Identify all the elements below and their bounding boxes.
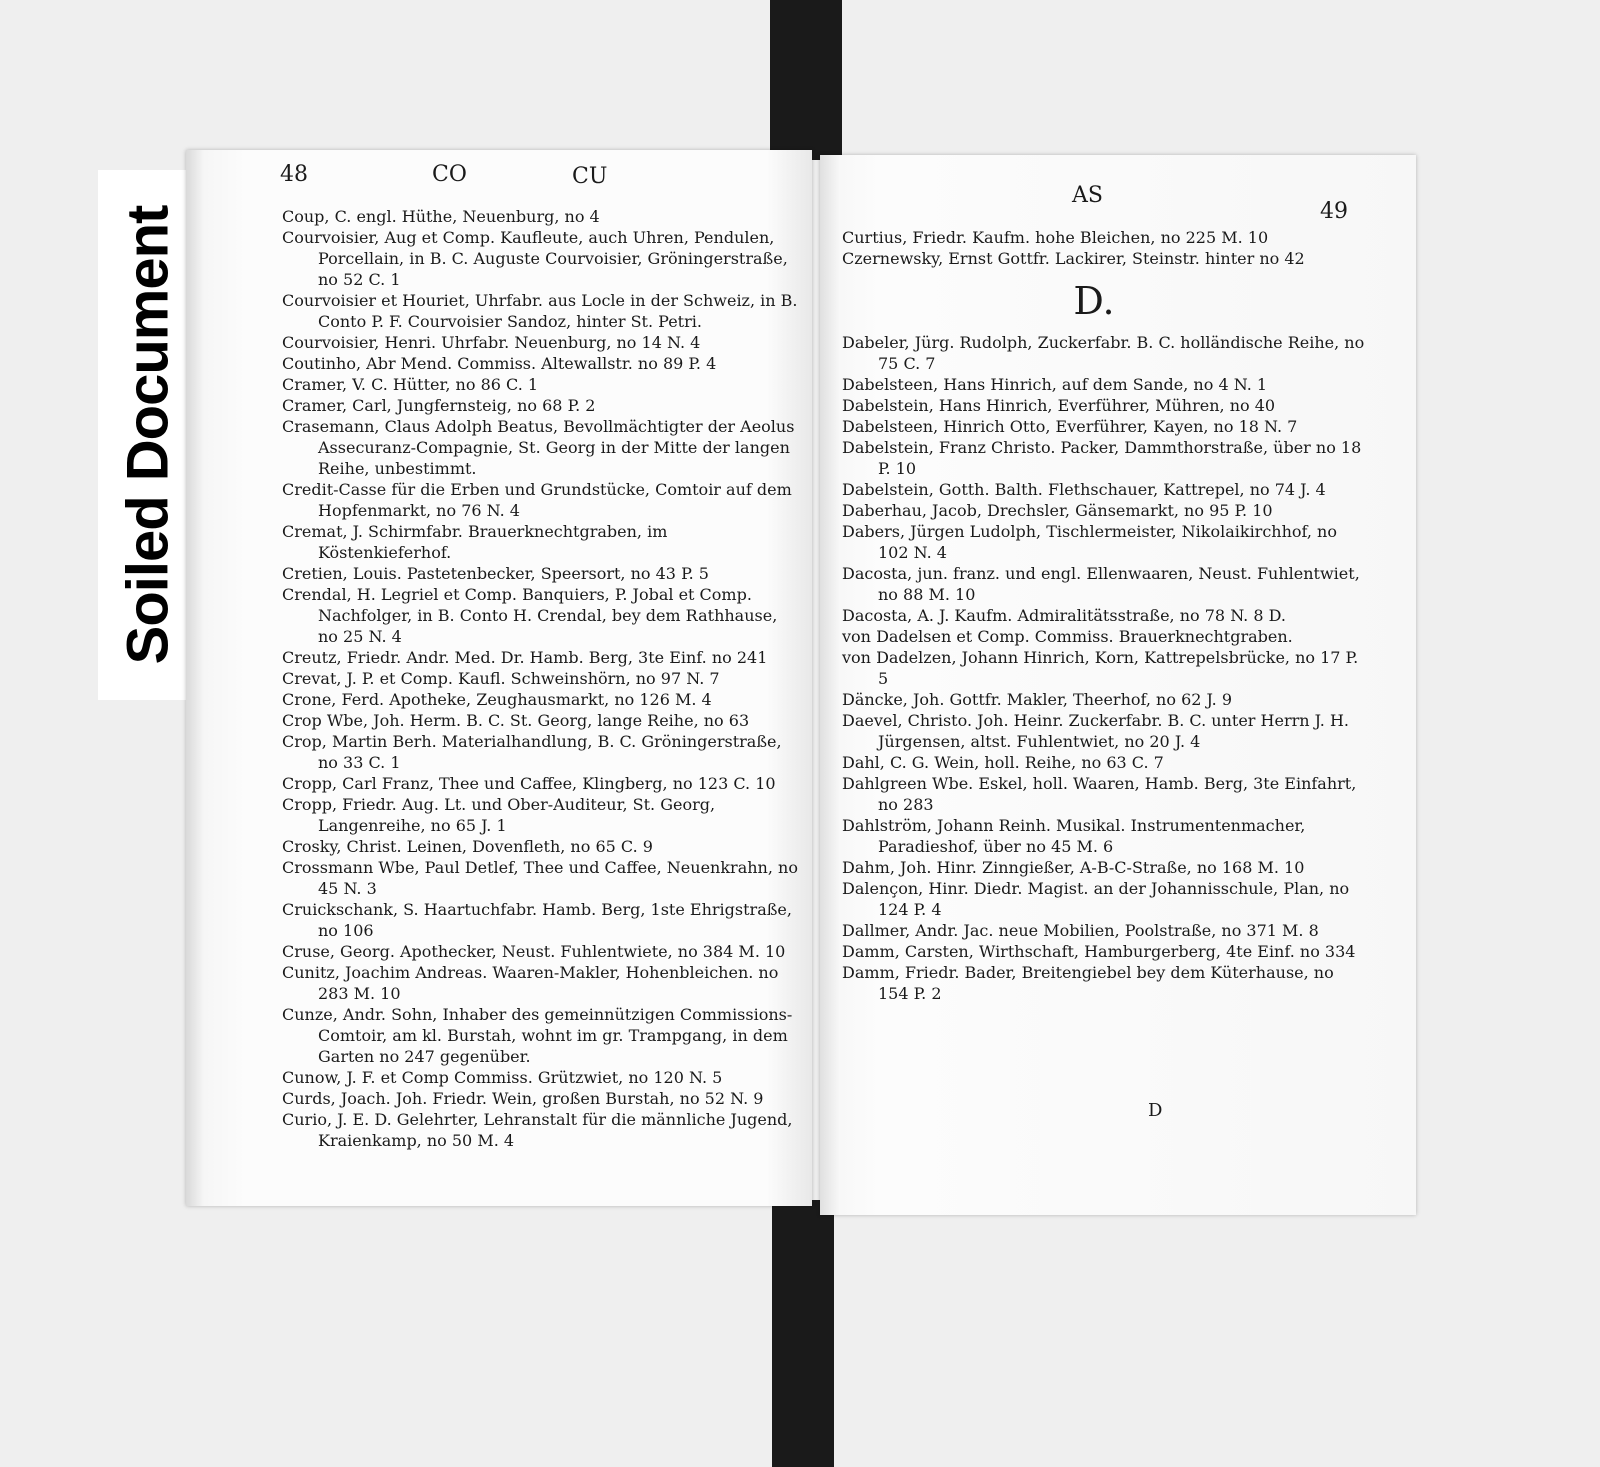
directory-entry: Cropp, Carl Franz, Thee und Caffee, Klingberg, no 123 C. 10 (282, 774, 776, 793)
left-header-co: CO (432, 162, 467, 187)
directory-entry: Czernewsky, Ernst Gottfr. Lackirer, Steinstr. hinter no 42 (842, 249, 1305, 268)
directory-entry: Dabelstein, Gotth. Balth. Flethschauer, Kattrepel, no 74 J. 4 (842, 480, 1326, 499)
directory-entry: von Dadelsen et Comp. Commiss. Brauerknechtgraben. (842, 627, 1293, 646)
directory-entry: Cropp, Friedr. Aug. Lt. und Ober-Auditeur, St. Georg, Langenreihe, no 65 J. 1 (282, 795, 716, 835)
directory-entry: Crop, Martin Berh. Materialhandlung, B. C. Gröningerstraße, no 33 C. 1 (282, 732, 782, 772)
directory-entry: Curio, J. E. D. Gelehrter, Lehranstalt für die männliche Jugend, Kraienkamp, no 50 M. 4 (282, 1110, 793, 1150)
directory-entry: Curds, Joach. Joh. Friedr. Wein, großen Burstah, no 52 N. 9 (282, 1089, 764, 1108)
directory-entry: Crasemann, Claus Adolph Beatus, Bevollmächtigter der Aeolus Assecuranz-Compagnie, St. Georg in der Mitte der langen Reihe, unbestimmt. (282, 417, 795, 478)
directory-entry: Dahlström, Johann Reinh. Musikal. Instrumentenmacher, Paradieshof, über no 45 M. 6 (842, 816, 1306, 856)
directory-entry: Dabeler, Jürg. Rudolph, Zuckerfabr. B. C. holländische Reihe, no 75 C. 7 (842, 333, 1365, 373)
directory-entry: Courvoisier, Henri. Uhrfabr. Neuenburg, no 14 N. 4 (282, 333, 701, 352)
right-page-number: 49 (1320, 199, 1348, 224)
directory-entry: Damm, Friedr. Bader, Breitengiebel bey dem Küterhause, no 154 P. 2 (842, 963, 1334, 1003)
directory-entry: Cruse, Georg. Apothecker, Neust. Fuhlentwiete, no 384 M. 10 (282, 942, 786, 961)
directory-entry: Cunow, J. F. et Comp Commiss. Grützwiet, no 120 N. 5 (282, 1068, 723, 1087)
directory-entry: Dalençon, Hinr. Diedr. Magist. an der Johannisschule, Plan, no 124 P. 4 (842, 879, 1350, 919)
section-letter-d: D. (1073, 279, 1115, 323)
directory-entry: Dabelsteen, Hinrich Otto, Everführer, Kayen, no 18 N. 7 (842, 417, 1298, 436)
directory-entry: Dahm, Joh. Hinr. Zinngießer, A-B-C-Straße, no 168 M. 10 (842, 858, 1305, 877)
directory-entry: Dacosta, A. J. Kaufm. Admiralitätsstraße, no 78 N. 8 D. (842, 606, 1286, 625)
left-page-number: 48 (280, 162, 308, 187)
soiled-document-label: Soiled Document (115, 205, 181, 665)
directory-entry: Crone, Ferd. Apotheke, Zeughausmarkt, no 126 M. 4 (282, 690, 712, 709)
directory-entry: Dabers, Jürgen Ludolph, Tischlermeister, Nikolaikirchhof, no 102 N. 4 (842, 522, 1337, 562)
directory-entry: Cunitz, Joachim Andreas. Waaren-Makler, Hohenbleichen. no 283 M. 10 (282, 963, 779, 1003)
directory-entry: Courvoisier, Aug et Comp. Kaufleute, auch Uhren, Pendulen, Porcellain, in B. C. Auguste Courvoisier, Gröningerstraße, no 52 C. 1 (282, 228, 788, 289)
left-entry-list (282, 206, 798, 1151)
directory-entry: Dahl, C. G. Wein, holl. Reihe, no 63 C. 7 (842, 753, 1164, 772)
directory-entry: Coup, C. engl. Hüthe, Neuenburg, no 4 (282, 207, 600, 226)
directory-entry: Crendal, H. Legriel et Comp. Banquiers, P. Jobal et Comp. Nachfolger, in B. Conto H. Crendal, bey dem Rathhause, no 25 N. 4 (282, 585, 778, 646)
directory-entry: Courvoisier et Houriet, Uhrfabr. aus Locle in der Schweiz, in B. Conto P. F. Courvoisier Sandoz, hinter St. Petri. (282, 291, 798, 331)
directory-entry: Dahlgreen Wbe. Eskel, holl. Waaren, Hamb. Berg, 3te Einfahrt, no 283 (842, 774, 1357, 814)
left-header-cu: CU (572, 164, 608, 189)
binding-strip-bottom (772, 1200, 834, 1467)
directory-entry: Crevat, J. P. et Comp. Kaufl. Schweinshörn, no 97 N. 7 (282, 669, 720, 688)
right-entry-list (842, 332, 1366, 1004)
directory-entry: Crossmann Wbe, Paul Detlef, Thee und Caffee, Neuenkrahn, no 45 N. 3 (282, 858, 798, 898)
directory-entry: Dabelstein, Franz Christo. Packer, Dammthorstraße, über no 18 P. 10 (842, 438, 1362, 478)
directory-entry: Creutz, Friedr. Andr. Med. Dr. Hamb. Berg, 3te Einf. no 241 (282, 648, 768, 667)
right-entry-block (842, 227, 1366, 1004)
directory-entry: Cretien, Louis. Pastetenbecker, Speersort, no 43 P. 5 (282, 564, 709, 583)
directory-entry: Daberhau, Jacob, Drechsler, Gänsemarkt, no 95 P. 10 (842, 501, 1273, 520)
left-page (186, 150, 812, 1206)
directory-entry: Dacosta, jun. franz. und engl. Ellenwaaren, Neust. Fuhlentwiet, no 88 M. 10 (842, 564, 1360, 604)
directory-entry: Daevel, Christo. Joh. Heinr. Zuckerfabr. B. C. unter Herrn J. H. Jürgensen, altst. Fuhlentwiet, no 20 J. 4 (842, 711, 1350, 751)
directory-entry: Cunze, Andr. Sohn, Inhaber des gemeinnützigen Commissions-Comtoir, am kl. Burstah, wohnt im gr. Trampgang, in dem Garten no 247 gegenüber. (282, 1005, 793, 1066)
directory-entry: Crop Wbe, Joh. Herm. B. C. St. Georg, lange Reihe, no 63 (282, 711, 750, 730)
directory-entry: Curtius, Friedr. Kaufm. hohe Bleichen, no 225 M. 10 (842, 228, 1269, 247)
directory-entry: Dabelstein, Hans Hinrich, Everführer, Mühren, no 40 (842, 396, 1276, 415)
directory-entry: von Dadelzen, Johann Hinrich, Korn, Kattrepelsbrücke, no 17 P. 5 (842, 648, 1359, 688)
directory-entry: Damm, Carsten, Wirthschaft, Hamburgerberg, 4te Einf. no 334 (842, 942, 1356, 961)
directory-entry: Cramer, V. C. Hütter, no 86 C. 1 (282, 375, 539, 394)
directory-entry: Cruickschank, S. Haartuchfabr. Hamb. Berg, 1ste Ehrigstraße, no 106 (282, 900, 792, 940)
right-header-as: AS (1072, 183, 1103, 208)
directory-entry: Dallmer, Andr. Jac. neue Mobilien, Poolstraße, no 371 M. 8 (842, 921, 1319, 940)
directory-entry: Credit-Casse für die Erben und Grundstücke, Comtoir auf dem Hopfenmarkt, no 76 N. 4 (282, 480, 792, 520)
right-top-entry-list (842, 227, 1366, 269)
catchword: D (1148, 1100, 1163, 1121)
directory-entry: Crosky, Christ. Leinen, Dovenfleth, no 65 C. 9 (282, 837, 653, 856)
directory-entry: Däncke, Joh. Gottfr. Makler, Theerhof, no 62 J. 9 (842, 690, 1233, 709)
directory-entry: Coutinho, Abr Mend. Commiss. Altewallstr. no 89 P. 4 (282, 354, 717, 373)
directory-entry: Cremat, J. Schirmfabr. Brauerknechtgraben, im Köstenkieferhof. (282, 522, 668, 562)
binding-strip-top (770, 0, 842, 160)
right-page (820, 155, 1416, 1215)
directory-entry: Cramer, Carl, Jungfernsteig, no 68 P. 2 (282, 396, 596, 415)
directory-entry: Dabelsteen, Hans Hinrich, auf dem Sande, no 4 N. 1 (842, 375, 1268, 394)
